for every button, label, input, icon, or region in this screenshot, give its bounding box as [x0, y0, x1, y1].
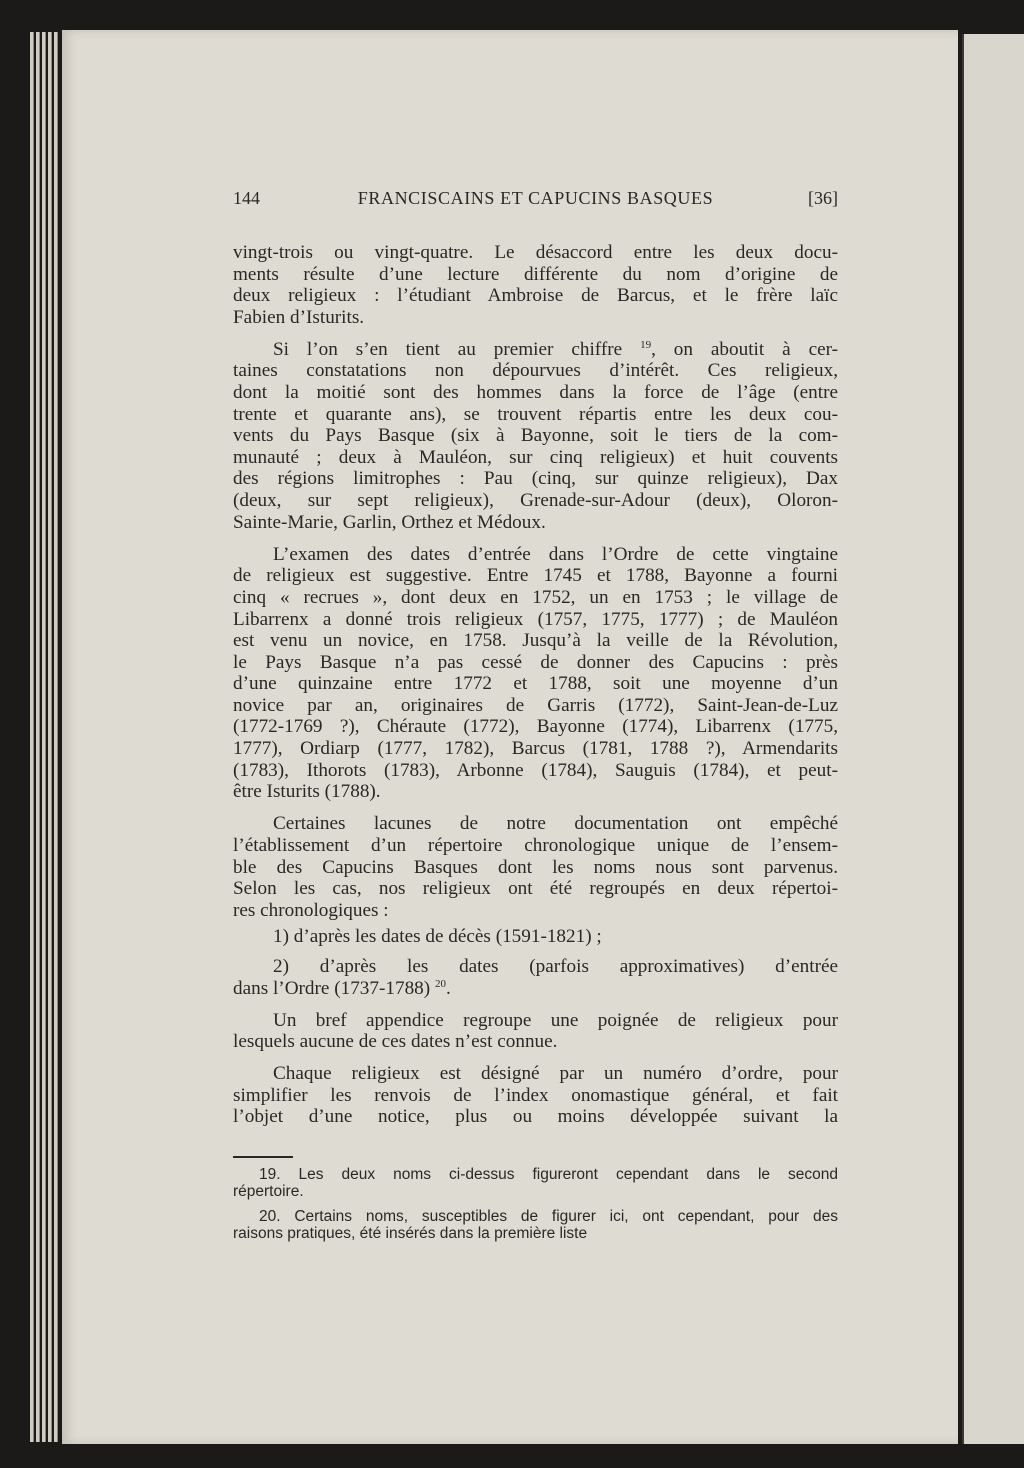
text-line: [233, 447, 838, 469]
text-run: 1777), Ordiarp (1777, 1782), Barcus (1781, 1788 ?), Armendarits: [233, 738, 838, 760]
text-run: (1783), Ithorots (1783), Arbonne (1784), Sauguis (1784), et peut-: [233, 759, 838, 781]
text-line: [233, 1209, 838, 1226]
paragraph: [233, 1010, 838, 1053]
text-run: est venu un novice, en 1758. Jusqu’à la veille de la Révolution,: [233, 630, 838, 652]
text-run: répertoire.: [233, 1182, 304, 1200]
paragraph: [233, 544, 838, 803]
text-run: être Isturits (1788).: [233, 781, 381, 803]
text-line: [233, 264, 838, 286]
text-line: [233, 926, 838, 948]
text-run: lesquels aucune de ces dates n’est connue.: [233, 1031, 558, 1053]
text-run: .: [445, 977, 451, 999]
text-run: (deux, sur sept religieux), Grenade-sur-Adour (deux), Oloron-: [233, 490, 838, 512]
text-line: [233, 716, 838, 738]
text-line: [233, 695, 838, 717]
text-line: [233, 1106, 838, 1128]
text-run: res chronologiques :: [233, 899, 389, 921]
text-line: [233, 339, 838, 361]
text-line: [233, 609, 838, 631]
text-line: [233, 242, 838, 264]
paragraph: [233, 242, 838, 328]
text-run: novice par an, originaires de Garris (1772), Saint-Jean-de-Luz: [233, 694, 838, 716]
text-run: Si l’on s’en tient au premier chiffre: [273, 338, 641, 360]
text-line: [233, 673, 838, 695]
footnote-reference[interactable]: 20: [434, 977, 446, 990]
text-line: [233, 1085, 838, 1107]
paragraph: [233, 339, 838, 533]
text-run: le Pays Basque n’a pas cessé de donner des Capucins : près: [233, 651, 838, 673]
text-line: [233, 587, 838, 609]
text-line: [233, 1063, 838, 1085]
list-item: [233, 926, 838, 948]
text-line: [233, 360, 838, 382]
text-run: de religieux est suggestive. Entre 1745 et 1788, Bayonne a fourni: [233, 565, 838, 587]
text-run: ments résulte d’une lecture différente du nom d’origine de: [233, 263, 838, 285]
paragraph: [233, 813, 838, 921]
text-line: [233, 468, 838, 490]
text-run: d’une quinzaine entre 1772 et 1788, soit une moyenne d’un: [233, 673, 838, 695]
running-header: [233, 188, 838, 212]
text-run: Un bref appendice regroupe une poignée de religieux pour: [273, 1009, 838, 1031]
text-run: l’objet d’une notice, plus ou moins développée suivant la: [233, 1106, 838, 1128]
text-run: 20. Certains noms, susceptibles de figurer ici, ont cependant, pour des: [259, 1208, 838, 1225]
text-run: Fabien d’Isturits.: [233, 306, 365, 328]
text-run: Libarrenx a donné trois religieux (1757, 1775, 1777) ; de Mauléon: [233, 608, 838, 630]
text-run: deux religieux : l’étudiant Ambroise de Barcus, et le frère laïc: [233, 285, 838, 307]
footnote: [233, 1209, 838, 1242]
text-run: L’examen des dates d’entrée dans l’Ordre de cette vingtaine: [273, 543, 838, 565]
text-line: [233, 404, 838, 426]
text-line: [233, 978, 838, 1000]
text-line: [233, 425, 838, 447]
text-run: , on aboutit à cer-: [651, 338, 839, 360]
body-text: [233, 242, 838, 1128]
section-number: [36]: [808, 188, 838, 208]
text-run: vingt-trois ou vingt-quatre. Le désaccord entre les deux docu-: [233, 242, 838, 263]
page-number: 144: [233, 188, 260, 208]
text-run: dont la moitié sont des hommes dans la force de l’âge (entre: [233, 382, 838, 404]
text-run: l’établissement d’un répertoire chronologique unique de l’ensem-: [233, 834, 838, 856]
text-line: [233, 1184, 838, 1201]
text-run: taines constatations non dépourvues d’intérêt. Ces religieux,: [233, 360, 838, 382]
text-line: [233, 738, 838, 760]
text-line: [233, 1167, 838, 1184]
text-line: [233, 565, 838, 587]
text-line: [233, 544, 838, 566]
text-run: trente et quarante ans), se trouvent répartis entre les deux cou-: [233, 403, 838, 425]
text-run: raisons pratiques, été insérés dans la première liste: [233, 1224, 588, 1242]
list-item: [233, 956, 838, 999]
text-run: Certaines lacunes de notre documentation ont empêché: [273, 813, 838, 835]
footnote-reference[interactable]: 19: [640, 338, 652, 351]
text-run: Chaque religieux est désigné par un numéro d’ordre, pour: [273, 1063, 838, 1085]
text-line: [233, 813, 838, 835]
text-run: munauté ; deux à Mauléon, sur cinq religieux) et huit couvents: [233, 446, 838, 468]
text-line: [233, 307, 838, 329]
text-run: 19. Les deux noms ci-dessus figureront cependant dans le second: [259, 1166, 838, 1183]
paragraph: [233, 1063, 838, 1128]
facing-page-edge: [962, 34, 1024, 1444]
text-line: [233, 630, 838, 652]
text-line: [233, 1226, 838, 1243]
footnote-separator: [233, 1156, 293, 1158]
text-line: [233, 512, 838, 534]
text-line: [233, 956, 838, 978]
text-line: [233, 900, 838, 922]
text-run: Selon les cas, nos religieux ont été regroupés en deux répertoi-: [233, 878, 838, 900]
footnote: [233, 1167, 838, 1200]
text-line: [233, 652, 838, 674]
text-run: Sainte-Marie, Garlin, Orthez et Médoux.: [233, 511, 546, 533]
text-line: [233, 878, 838, 900]
footnotes: [233, 1167, 838, 1251]
text-run: des régions limitrophes : Pau (cinq, sur quinze religieux), Dax: [233, 468, 838, 490]
text-line: [233, 781, 838, 803]
text-line: [233, 490, 838, 512]
text-run: 1) d’après les dates de décès (1591-1821) ;: [273, 925, 602, 947]
text-line: [233, 285, 838, 307]
text-run: simplifier les renvois de l’index onomastique général, et fait: [233, 1084, 838, 1106]
text-run: (1772-1769 ?), Chéraute (1772), Bayonne (1774), Libarrenx (1775,: [233, 716, 838, 738]
text-run: dans l’Ordre (1737-1788): [233, 977, 435, 999]
text-line: [233, 382, 838, 404]
text-run: 2) d’après les dates (parfois approximatives) d’entrée: [273, 955, 838, 977]
text-line: [233, 1010, 838, 1032]
text-run: vents du Pays Basque (six à Bayonne, soit le tiers de la com-: [233, 425, 838, 447]
text-line: [233, 1031, 838, 1053]
text-line: [233, 835, 838, 857]
text-run: cinq « recrues », dont deux en 1752, un en 1753 ; le village de: [233, 586, 838, 608]
text-line: [233, 857, 838, 879]
text-line: [233, 760, 838, 782]
running-title: FRANCISCAINS ET CAPUCINS BASQUES: [357, 188, 714, 208]
text-run: ble des Capucins Basques dont les noms nous sont parvenus.: [233, 856, 838, 878]
